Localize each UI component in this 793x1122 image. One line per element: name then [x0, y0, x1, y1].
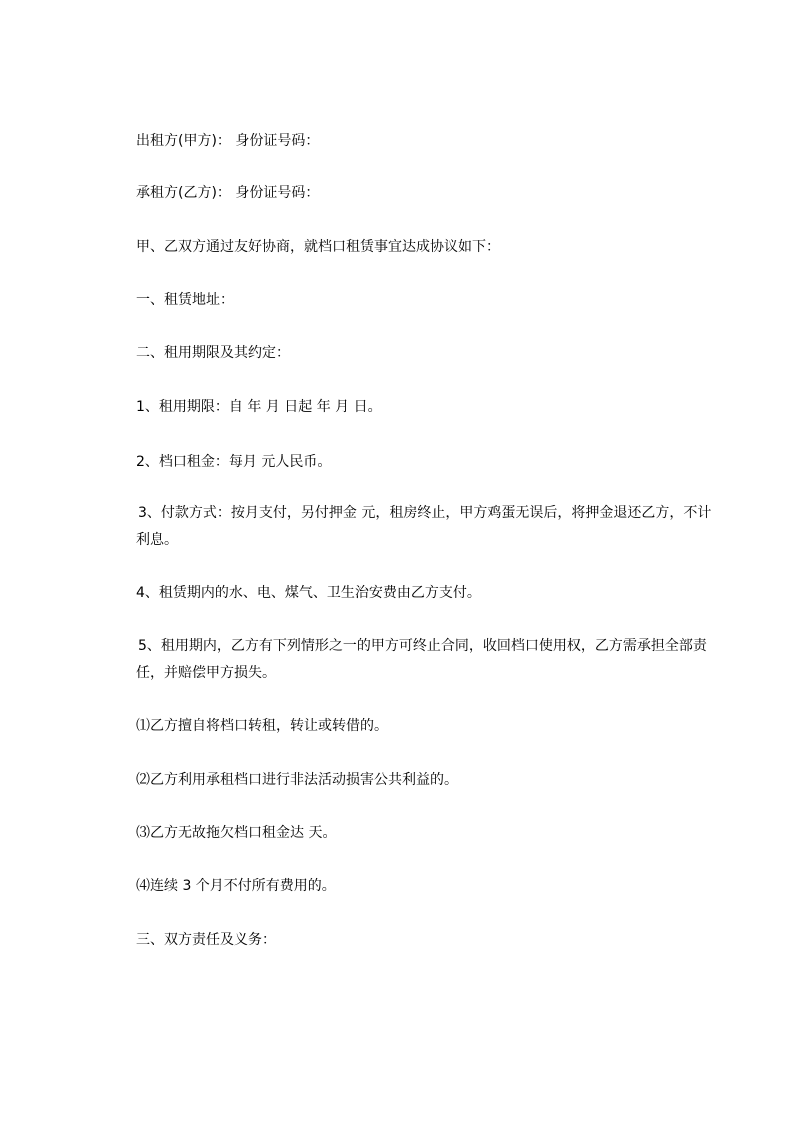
sub-clause-2: ⑵乙方利用承租档口进行非法活动损害公共利益的。 [136, 772, 458, 788]
clause-5: 5、租用期内，乙方有下列情形之一的甲方可终止合同，收回档口使用权，乙方需承担全部责任，并赔偿甲方损失。 [136, 638, 707, 681]
clause-2: 2、档口租金：每月 元人民币。 [136, 454, 332, 470]
clause-1: 1、租用期限：自 年 月 日起 年 月 日。 [136, 399, 382, 415]
section-3-heading: 三、双方责任及义务： [136, 932, 276, 948]
sub-clause-1: ⑴乙方擅自将档口转租，转让或转借的。 [136, 718, 388, 734]
lessor-line: 出租方(甲方)： 身份证号码： [136, 133, 320, 149]
clause-3: 3、付款方式：按月支付，另付押金 元，租房终止，甲方鸡蛋无误后，将押金退还乙方，不计利息。 [136, 505, 712, 548]
section-1-heading: 一、租赁地址： [136, 292, 234, 308]
lessee-line: 承租方(乙方)： 身份证号码： [136, 185, 320, 201]
clause-4: 4、租赁期内的水、电、煤气、卫生治安费由乙方支付。 [136, 585, 481, 601]
section-2-heading: 二、租用期限及其约定： [136, 345, 290, 361]
sub-clause-4: ⑷连续 3 个月不付所有费用的。 [136, 878, 336, 894]
intro-paragraph: 甲、乙双方通过友好协商，就档口租赁事宜达成协议如下： [136, 239, 500, 255]
sub-clause-3: ⑶乙方无故拖欠档口租金达 天。 [136, 825, 337, 841]
